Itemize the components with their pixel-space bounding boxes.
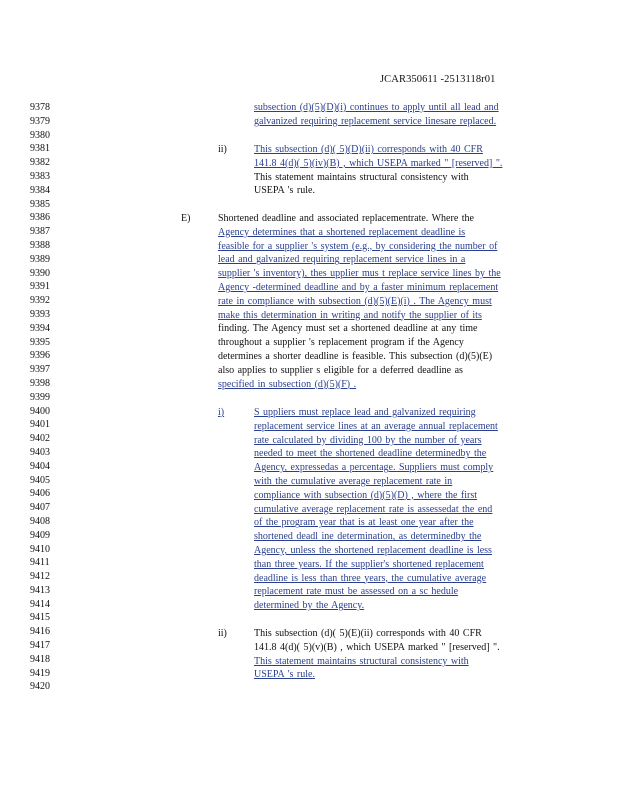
line-number-gutter (30, 101, 70, 694)
line-number: 9411 (30, 557, 50, 569)
text-line: compliance with subsection (d)(5)(D) , where the first (254, 489, 478, 501)
line-number: 9395 (30, 336, 50, 348)
line-number: 9390 (30, 267, 50, 279)
paragraph-e-i (254, 406, 536, 613)
text-line: deadline is less than three years, the cumulative average (254, 572, 487, 584)
line-number: 9414 (30, 598, 50, 610)
line-number: 9382 (30, 157, 50, 169)
marker-e-i: i) (218, 407, 225, 418)
line-number: 9380 (30, 129, 50, 141)
line-number: 9396 (30, 350, 50, 362)
line-number: 9389 (30, 253, 50, 265)
text-line: This subsection (d)( 5)(D)(ii) corresponds with 40 CFR (254, 144, 483, 155)
line-number: 9404 (30, 460, 50, 472)
line-number: 9393 (30, 308, 50, 320)
line-number: 9420 (30, 681, 50, 693)
text-line: make this determination in writing and notify the supplier of its (218, 309, 482, 321)
text-line: supplier 's inventory), thes upplier mus t replace service lines by the (218, 268, 501, 280)
line-number: 9399 (30, 391, 50, 403)
text-line: throughout a supplier 's replacement program if the Agency (218, 337, 464, 349)
text-line: This subsection (d)( 5)(E)(ii) corresponds with 40 CFR (254, 628, 482, 639)
text-line: than three years. If the supplier's shortened replacement (254, 558, 484, 570)
line-number: 9392 (30, 295, 50, 307)
marker-d-ii: ii) (218, 144, 227, 155)
text-line: Agency, unless the shortened replacement deadline is less (254, 544, 492, 556)
text-line: 141.8 4(d)( 5)(v)(B) , which USEPA marked " [reserved] ". (254, 641, 500, 653)
text-line: This statement maintains structural consistency with (254, 655, 469, 667)
line-number: 9387 (30, 226, 50, 238)
paragraph-e-shortened-deadline (218, 212, 538, 391)
text-line: cumulative average replacement rate is assessedat the end (254, 503, 493, 515)
text-line: USEPA 's rule. (254, 669, 315, 681)
line-number: 9408 (30, 515, 50, 527)
line-number: 9394 (30, 322, 50, 334)
text-line: replacement rate must be assessed on a sc hedule (254, 586, 459, 598)
text-line: needed to meet the shortened deadline determinedby the (254, 448, 487, 460)
line-number: 9379 (30, 115, 50, 127)
text-line: Shortened deadline and associated replacementrate. Where the (218, 213, 474, 224)
paragraph-e-ii (254, 627, 530, 682)
line-number: 9402 (30, 433, 50, 445)
line-number: 9388 (30, 239, 50, 251)
line-number: 9419 (30, 667, 50, 679)
text-line: Agency, expressedas a percentage. Suppliers must comply (254, 462, 494, 474)
text-line: USEPA 's rule. (254, 185, 315, 197)
marker-e-ii: ii) (218, 628, 227, 639)
text-line: subsection (d)(5)(D)(i) continues to apply until all lead and (254, 102, 499, 113)
line-number: 9401 (30, 419, 50, 431)
text-line: 141.8 4(d)( 5)(iv)(B) , which USEPA marked " [reserved] ". (254, 157, 503, 169)
line-number: 9398 (30, 377, 50, 389)
line-number: 9400 (30, 405, 50, 417)
paragraph-d5d-continuation (254, 101, 536, 129)
line-number: 9406 (30, 488, 50, 500)
text-line: rate calculated by dividing 100 by the number of years (254, 434, 482, 446)
text-line: Agency determines that a shortened replacement deadline is (218, 226, 466, 238)
text-line: rate in compliance with subsection (d)(5)(E)(i) . The Agency must (218, 295, 492, 307)
line-number: 9412 (30, 571, 50, 583)
line-number: 9385 (30, 198, 50, 210)
text-line: lead and galvanized requiring replacement service lines in a (218, 254, 466, 266)
line-number: 9418 (30, 653, 50, 665)
line-number: 9383 (30, 170, 50, 182)
paragraph-d5d-ii (254, 143, 530, 198)
line-number: 9410 (30, 543, 50, 555)
text-line: determined by the Agency. (254, 600, 365, 612)
line-number: 9397 (30, 364, 50, 376)
text-line: shortened deadl ine determination, as determinedby the (254, 531, 482, 543)
line-number: 9381 (30, 143, 50, 155)
line-number: 9407 (30, 502, 50, 514)
line-number: 9386 (30, 212, 50, 224)
text-line: This statement maintains structural consistency with (254, 171, 469, 183)
line-number: 9417 (30, 640, 50, 652)
line-number: 9405 (30, 474, 50, 486)
line-number: 9391 (30, 281, 50, 293)
line-number: 9403 (30, 446, 50, 458)
text-line: finding. The Agency must set a shortened deadline at any time (218, 323, 478, 335)
text-line: S uppliers must replace lead and galvanized requiring (254, 407, 476, 418)
text-line: determines a shorter deadline is feasible. This subsection (d)(5)(E) (218, 350, 493, 362)
line-number: 9415 (30, 612, 50, 624)
text-line: replacement service lines at an average annual replacement (254, 420, 498, 432)
line-number: 9416 (30, 626, 50, 638)
document-header: JCAR350611 -2513118r01 (380, 74, 496, 85)
line-number: 9409 (30, 529, 50, 541)
text-line: of the program year that is at least one year after the (254, 517, 474, 529)
line-number: 9378 (30, 102, 50, 113)
text-line: also applies to supplier s eligible for a deferred deadline as (218, 364, 463, 376)
line-number: 9413 (30, 584, 50, 596)
text-line: feasible for a supplier 's system (e.g., by considering the number of (218, 240, 498, 252)
line-number: 9384 (30, 184, 50, 196)
marker-e: E) (181, 213, 191, 224)
text-line: galvanized requiring replacement service linesare replaced. (254, 115, 497, 127)
text-line: with the cumulative average replacement rate in (254, 475, 453, 487)
text-line: specified in subsection (d)(5)(F) . (218, 378, 357, 390)
text-line: Agency -determined deadline and by a faster minimum replacement (218, 281, 499, 293)
